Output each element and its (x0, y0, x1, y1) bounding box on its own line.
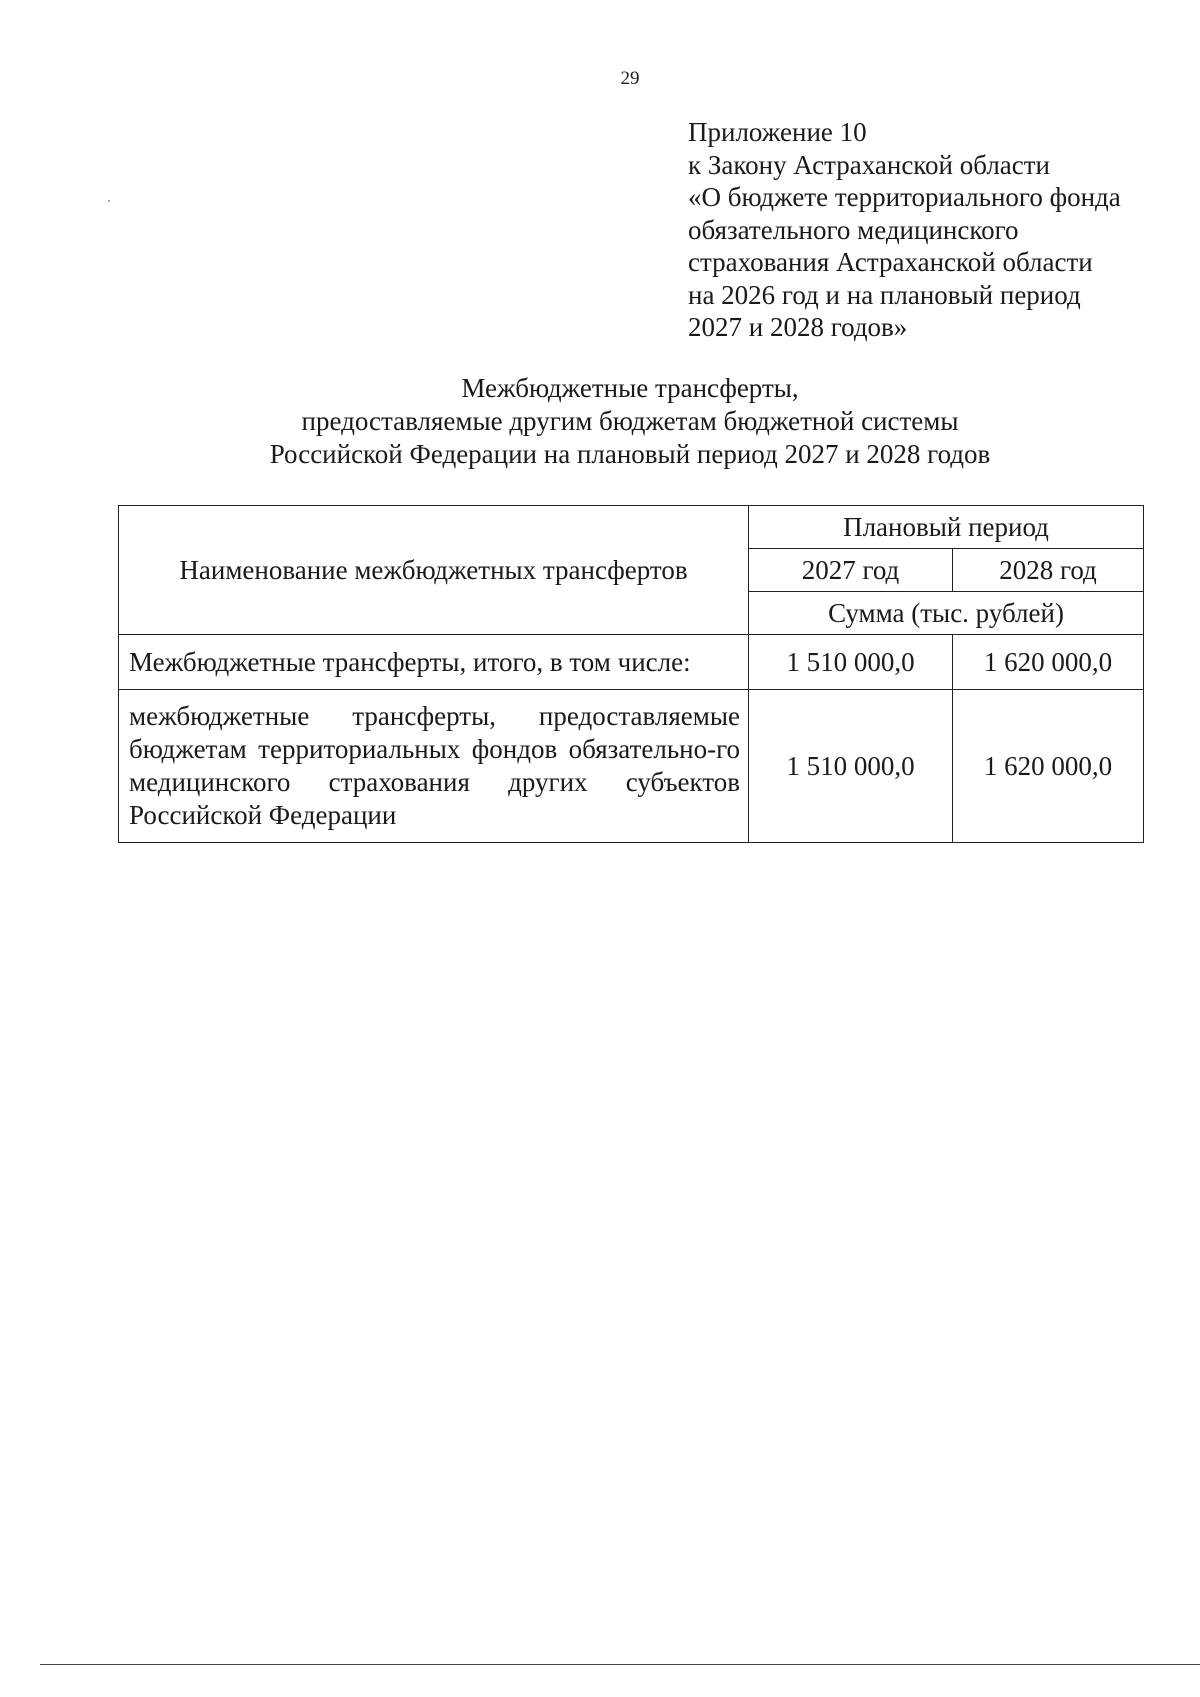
row-value-2028: 1 620 000,0 (953, 690, 1144, 843)
header-year-2027: 2027 год (749, 549, 953, 592)
table-row (119, 690, 1144, 843)
header-period-cell: Плановый период (749, 506, 1144, 549)
title-line: предоставляемые другим бюджетам бюджетной системы (301, 406, 959, 436)
appendix-line: к Закону Астраханской области (688, 149, 1051, 180)
appendix-block (688, 116, 1168, 344)
row-value-2027: 1 510 000,0 (749, 635, 953, 690)
transfers-table (118, 505, 1144, 843)
header-row (119, 506, 1144, 549)
appendix-line: на 2026 год и на плановый период (688, 279, 1081, 310)
header-unit-cell: Сумма (тыс. рублей) (749, 592, 1144, 635)
appendix-line: «О бюджете территориального фонда (688, 182, 1121, 212)
title-line: Российской Федерации на плановый период 2027 и 2028 годов (269, 439, 991, 469)
appendix-line: обязательного медицинского (688, 214, 1019, 245)
row-name-cell: межбюджетные трансферты, предоставляемые бюджетам территориальных фондов обязательно-го медицинского страхования других субъектов Российской Федерации (119, 690, 749, 843)
row-value-2027: 1 510 000,0 (749, 690, 953, 843)
document-title (0, 372, 1200, 471)
header-name-cell: Наименование межбюджетных трансфертов (119, 506, 749, 635)
page-bottom-divider (40, 1664, 1200, 1665)
row-name-cell: Межбюджетные трансферты, итого, в том числе: (119, 635, 749, 690)
row-value-2028: 1 620 000,0 (953, 635, 1144, 690)
header-year-2028: 2028 год (953, 549, 1144, 592)
title-line: Межбюджетные трансферты, (461, 373, 799, 403)
scan-artifact (108, 200, 110, 202)
appendix-line: 2027 и 2028 годов» (688, 312, 908, 342)
page-number: 29 (620, 68, 640, 89)
appendix-line: страхования Астраханской области (688, 247, 1093, 277)
appendix-line: Приложение 10 (688, 117, 867, 147)
table-row (119, 635, 1144, 690)
